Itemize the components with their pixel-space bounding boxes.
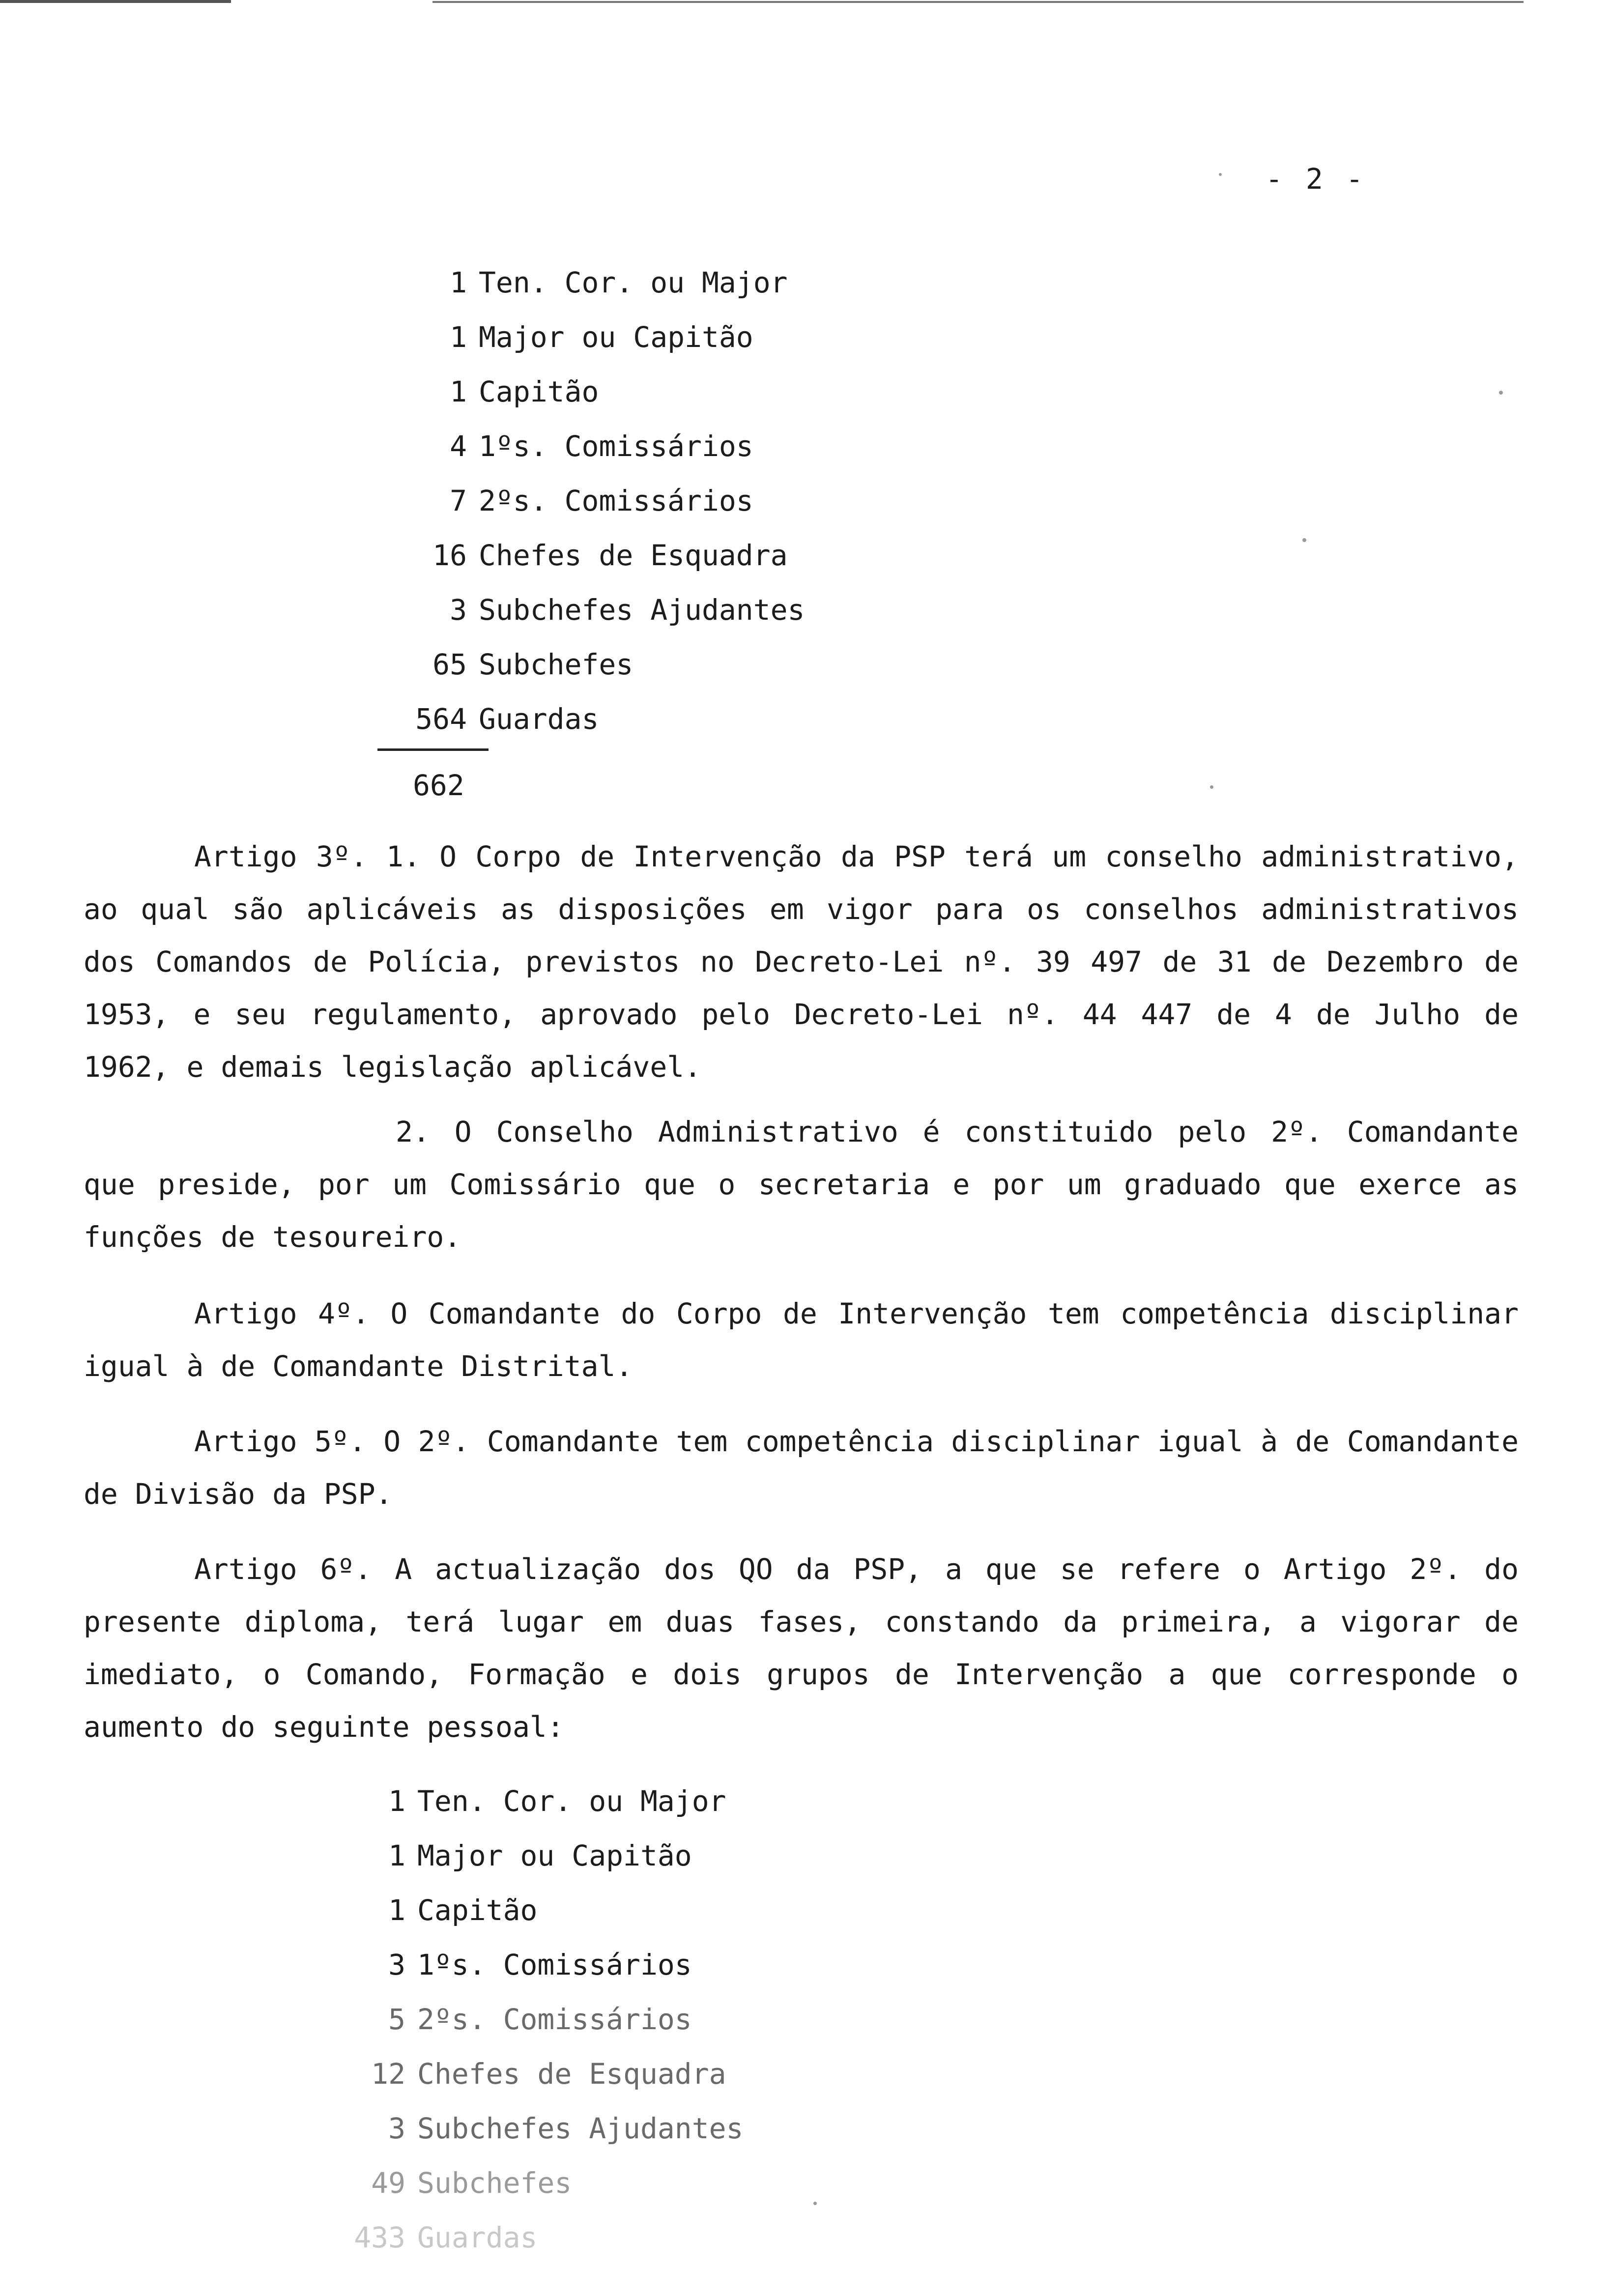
item-count: 1: [388, 1894, 405, 1927]
item-rank: Subchefes: [479, 648, 633, 681]
list-item: [315, 2047, 743, 2101]
scan-speck: [1499, 391, 1503, 395]
list-item: [378, 365, 805, 419]
item-rank: Ten. Cor. ou Major: [417, 1784, 726, 1818]
item-count: 7: [450, 484, 467, 517]
item-rank: 2ºs. Comissários: [417, 2003, 692, 2036]
article-3-paragraph-1: [84, 831, 1519, 1093]
item-count: 4: [450, 430, 467, 463]
item-rank: 1ºs. Comissários: [479, 430, 753, 463]
item-rank: 1ºs. Comissários: [417, 1948, 692, 1981]
list-item: [378, 419, 805, 474]
list-item: [315, 2101, 743, 2156]
list-item: [378, 474, 805, 528]
scan-speck: [1219, 173, 1222, 176]
item-count: 433: [354, 2221, 405, 2254]
item-count: 3: [388, 2112, 405, 2145]
paragraph-text: 2. O Conselho Administrativo é constituido pelo 2º. Comandante que preside, por um Comissário que o secretaria e por um graduado que exerce as funções de tesoureiro.: [84, 1115, 1519, 1254]
item-rank: Guardas: [417, 2221, 538, 2254]
top-edge-line: [432, 1, 1524, 3]
item-rank: Capitão: [417, 1894, 538, 1927]
item-count: 1: [450, 266, 467, 299]
paragraph-text: Artigo 3º. 1. O Corpo de Intervenção da PSP terá um conselho administrativo, ao qual são aplicáveis as disposições em vigor para os conselhos administrativos dos Comandos de Polícia, previstos no Decreto-Lei nº. 39 497 de 31 de Dezembro de 1953, e seu regulamento, aprovado pelo Decreto-Lei nº. 44 447 de 4 de Julho de 1962, e demais legislação aplicável.: [84, 840, 1519, 1084]
personnel-list-first-phase: [315, 1774, 743, 2265]
item-count: 3: [450, 593, 467, 627]
list-item: [378, 583, 805, 637]
item-rank: Guardas: [479, 702, 599, 736]
item-count: 564: [415, 702, 467, 736]
list-item: [378, 310, 805, 365]
article-6-paragraph: [84, 1543, 1519, 1753]
item-rank: Capitão: [479, 375, 599, 408]
item-rank: Major ou Capitão: [479, 320, 753, 354]
item-rank: Major ou Capitão: [417, 1839, 692, 1872]
list-item: [315, 2210, 743, 2265]
item-count: 3: [388, 1948, 405, 1981]
article-5-paragraph: [84, 1415, 1519, 1521]
item-count: 65: [432, 648, 467, 681]
item-count: 5: [388, 2003, 405, 2036]
top-edge-line: [0, 0, 231, 3]
list-item: [315, 1883, 743, 1938]
item-count: 1: [450, 320, 467, 354]
list-item: [315, 1829, 743, 1883]
list-item: [378, 256, 805, 310]
paragraph-text: Artigo 5º. O 2º. Comandante tem competência disciplinar igual à de Comandante de Divisão da PSP.: [84, 1425, 1519, 1511]
paragraph-text: Artigo 6º. A actualização dos QO da PSP, a que se refere o Artigo 2º. do presente diploma, terá lugar em duas fases, constando da primeira, a vigorar de imediato, o Comando, Formação e dois grupos de Intervenção a que corresponde o aumento do seguinte pessoal:: [84, 1552, 1519, 1744]
list-item: [378, 528, 805, 583]
item-count: 1: [450, 375, 467, 408]
scan-speck: [1210, 785, 1213, 789]
item-rank: Chefes de Esquadra: [479, 539, 788, 572]
item-rank: Subchefes Ajudantes: [417, 2112, 744, 2145]
item-rank: Subchefes: [417, 2166, 572, 2200]
item-rank: Ten. Cor. ou Major: [479, 266, 788, 299]
list-item: [315, 2156, 743, 2210]
personnel-list-full: [378, 256, 805, 746]
page-number: - 2 -: [1266, 162, 1366, 196]
item-count: 16: [432, 539, 467, 572]
item-count: 1: [388, 1839, 405, 1872]
scan-speck: [813, 2202, 817, 2205]
list-item: [315, 1938, 743, 1992]
paragraph-text: Artigo 4º. O Comandante do Corpo de Intervenção tem competência disciplinar igual à de Comandante Distrital.: [84, 1297, 1519, 1383]
item-rank: Chefes de Esquadra: [417, 2057, 726, 2091]
list-total: 662: [413, 769, 464, 802]
article-4-paragraph: [84, 1288, 1519, 1393]
item-rank: Subchefes Ajudantes: [479, 593, 805, 627]
scan-speck: [1302, 538, 1306, 542]
sum-rule: [377, 748, 489, 751]
item-rank: 2ºs. Comissários: [479, 484, 753, 517]
list-item: [378, 637, 805, 692]
item-count: 1: [388, 1784, 405, 1818]
article-3-paragraph-2: [84, 1106, 1519, 1263]
list-item: [315, 1992, 743, 2047]
list-item: [378, 692, 805, 746]
list-item: [315, 1774, 743, 1829]
item-count: 12: [371, 2057, 405, 2091]
item-count: 49: [371, 2166, 405, 2200]
